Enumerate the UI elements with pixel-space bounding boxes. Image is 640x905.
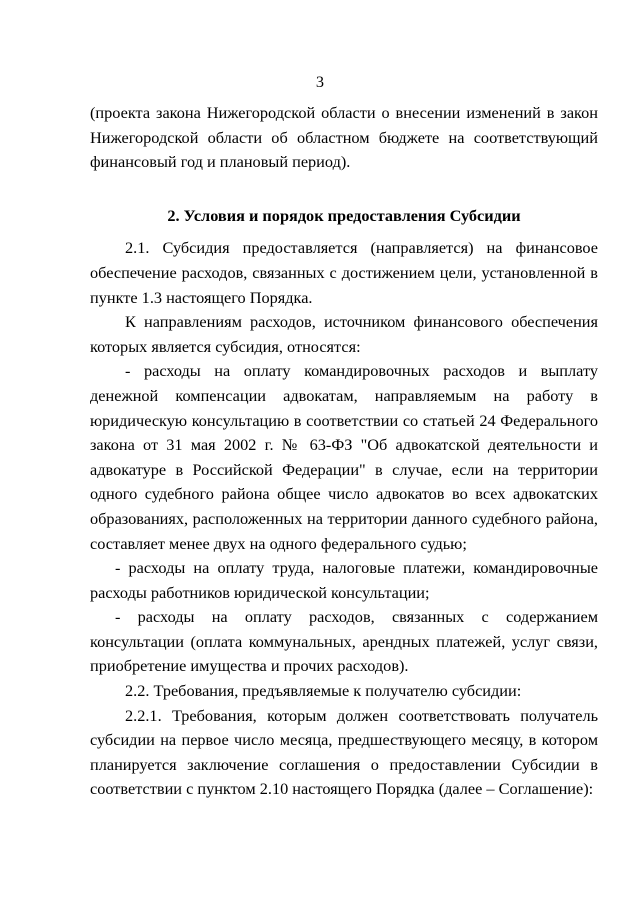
paragraph-2-2: 2.2. Требования, предъявляемые к получателю субсидии: bbox=[125, 681, 522, 701]
list-item-lawyer-compensation: - расходы на оплату командировочных расходов и выплату денежной компенсации адвокатам, направляемым на работу в юридическую консультацию в соответствии со статьей 24 Федерального закона от 31 мая 2002 г. № 63-ФЗ "Об адвокатской деятельности и адвокатуре в Российской Федерации" в случае, если на территории одного судебного района общее число адвокатов во всех адвокатских образованиях, расположенных на территории данного судебного района, составляет менее двух на одного федерального судью; bbox=[90, 361, 598, 553]
list-item-maintenance-costs: - расходы на оплату расходов, связанных с содержанием консультации (оплата коммунальных, арендных платежей, услуг связи, приобретение имущества и прочих расходов). bbox=[90, 607, 598, 676]
paragraph-continuation: (проекта закона Нижегородской области о внесении изменений в закон Нижегородской области об областном бюджете на соответствующий финансовый год и плановый период). bbox=[90, 103, 598, 172]
paragraph-2-1: 2.1. Субсидия предоставляется (направляется) на финансовое обеспечение расходов, связанных с достижением цели, установленной в пункте 1.3 настоящего Порядка. bbox=[90, 238, 598, 307]
section-heading: 2. Условия и порядок предоставления Субсидии bbox=[167, 205, 521, 225]
list-item-labor-costs: - расходы на оплату труда, налоговые платежи, командировочные расходы работников юридической консультации; bbox=[90, 558, 598, 602]
paragraph-2-2-1: 2.2.1. Требования, которым должен соответствовать получатель субсидии на первое число месяца, предшествующего месяцу, в котором планируется заключение соглашения о предоставлении Субсидии в соответствии с пунктом 2.10 настоящего Порядка (далее – Соглашение): bbox=[90, 705, 598, 799]
page-number: 3 bbox=[315, 72, 325, 91]
paragraph-expense-directions: К направлениям расходов, источником финансового обеспечения которых является субсидия, относятся: bbox=[90, 312, 598, 356]
document-body bbox=[90, 101, 598, 802]
